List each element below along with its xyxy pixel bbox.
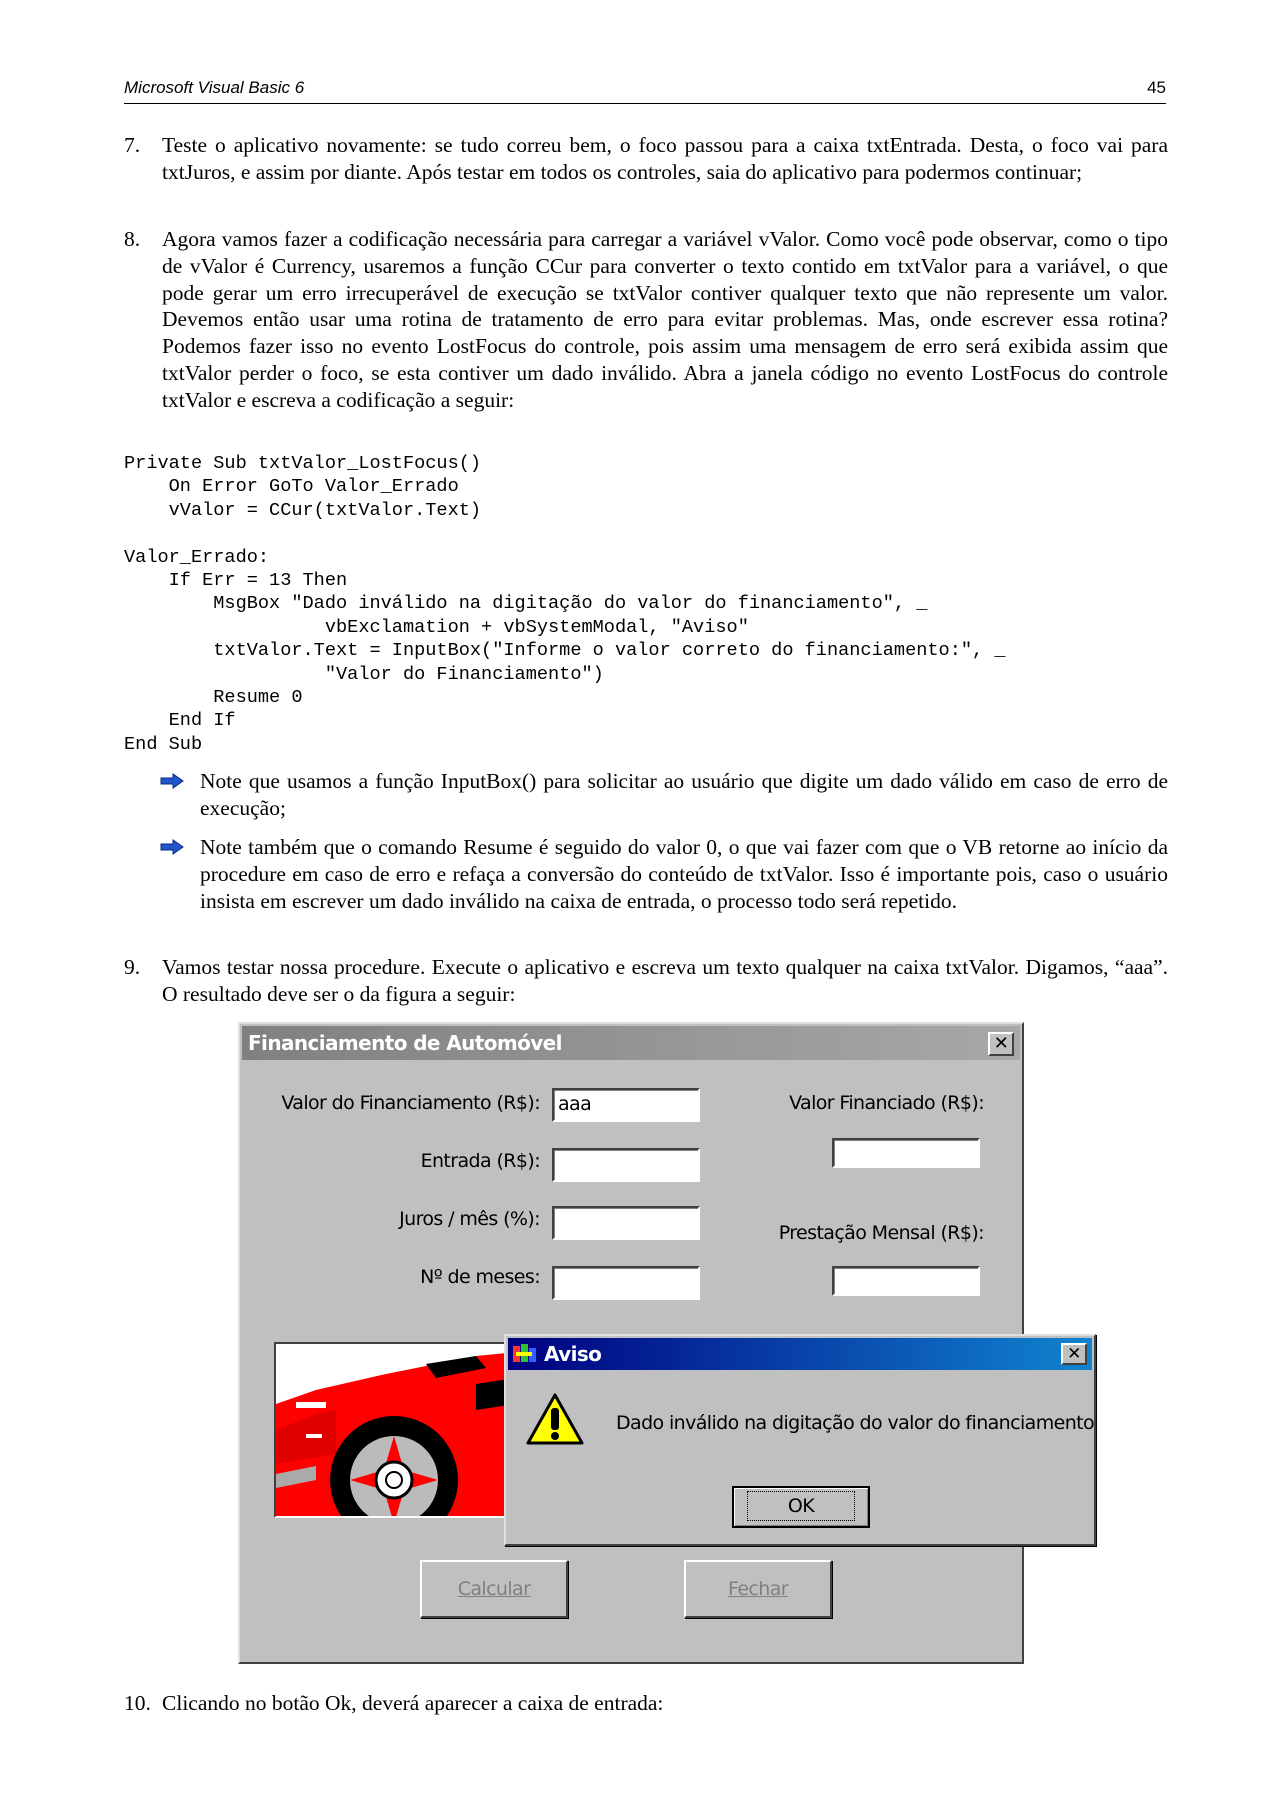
dialog-titlebar — [508, 1338, 1092, 1370]
item-text: Vamos testar nossa procedure. Execute o aplicativo e escreva um texto qualquer na caixa txtValor. Digamos, “aaa”. O resultado deve ser o da figura a seguir: — [162, 955, 1168, 1006]
label-prestacao: Prestação Mensal (R$): — [778, 1222, 984, 1244]
item-text: Agora vamos fazer a codificação necessária para carregar a variável vValor. Como você pode observar, como o tipo de vValor é Currency, usaremos a função CCur para converter o texto contido em txtValor para a variável, o que pode gerar um erro irrecuperável de execução se txtValor contiver qualquer texto que não represente um valor. Devemos então usar uma rotina de tratamento de erro para evitar problemas. Mas, onde escrever essa rotina? Podemos fazer isso no evento LostFocus do controle, pois assim uma mensagem de erro será exibida assim que txtValor perder o foco, se esta contiver um dado inválido. Abra a janela código no evento LostFocus do controle txtValor e escreva a codificação a seguir: — [162, 227, 1168, 412]
list-item-9 — [124, 954, 1168, 1008]
car-image — [276, 1344, 514, 1518]
close-icon: ✕ — [1067, 1344, 1081, 1364]
form-close-button[interactable] — [988, 1032, 1014, 1056]
note-text: Note que usamos a função InputBox() para solicitar ao usuário que digite um dado válido em caso de erro de execução; — [200, 769, 1168, 820]
valor-financiamento-input[interactable]: aaa — [552, 1088, 700, 1122]
ok-button-label: OK — [747, 1491, 855, 1521]
code-listing: Private Sub txtValor_LostFocus() On Error GoTo Valor_Errado vValor = CCur(txtValor.Text) Valor_Errado: If Err = 13 Then MsgBox "Dado inválido na digitação do valor do financiamento", _ vbExclamation + vbSystemModal, "Aviso" txtValor.Text = InputBox("Informe o valor correto do financiamento:", _ "Valor do Financiamento") Resume 0 End If End Sub — [124, 453, 1006, 755]
page-number: 45 — [1147, 78, 1166, 97]
arrow-right-icon — [160, 839, 184, 855]
dialog-title: Aviso — [544, 1342, 602, 1366]
list-item-10 — [124, 1690, 1168, 1717]
form-titlebar — [242, 1026, 1020, 1060]
aviso-dialog — [504, 1334, 1096, 1546]
label-entrada: Entrada (R$): — [420, 1150, 540, 1172]
page-header — [124, 76, 1166, 104]
item-text: Clicando no botão Ok, deverá aparecer a caixa de entrada: — [162, 1691, 664, 1715]
item-number: 10. — [124, 1691, 151, 1715]
prestacao-output — [832, 1266, 980, 1296]
close-icon: ✕ — [993, 1033, 1009, 1054]
item-number: 8. — [124, 227, 141, 251]
fechar-button[interactable]: Fechar — [684, 1560, 832, 1618]
item-number: 9. — [124, 955, 141, 979]
dialog-message: Dado inválido na digitação do valor do financiamento — [616, 1412, 1095, 1434]
car-picture — [274, 1342, 514, 1518]
dialog-close-button[interactable] — [1061, 1343, 1087, 1365]
note-2 — [160, 834, 1168, 914]
valor-financiado-output — [832, 1138, 980, 1168]
meses-input[interactable] — [552, 1266, 700, 1300]
arrow-right-icon — [160, 773, 184, 789]
item-number: 7. — [124, 133, 141, 157]
header-title: Microsoft Visual Basic 6 — [124, 78, 305, 97]
warning-icon — [526, 1392, 584, 1446]
entrada-input[interactable] — [552, 1148, 700, 1182]
item-text: Teste o aplicativo novamente: se tudo correu bem, o foco passou para a caixa txtEntrada. Desta, o foco vai para txtJuros, e assim por diante. Após testar em todos os controles, saia do aplicativo para podermos continuar; — [162, 133, 1168, 184]
list-item-8 — [124, 226, 1168, 414]
label-valor-financiamento: Valor do Financiamento (R$): — [281, 1092, 540, 1114]
calcular-button[interactable]: Calcular — [420, 1560, 568, 1618]
juros-input[interactable] — [552, 1206, 700, 1240]
ok-button[interactable] — [732, 1486, 870, 1528]
form-title: Financiamento de Automóvel — [248, 1031, 562, 1055]
list-item-7 — [124, 132, 1168, 186]
note-1 — [160, 768, 1168, 822]
label-meses: Nº de meses: — [420, 1266, 540, 1288]
label-juros: Juros / mês (%): — [399, 1208, 540, 1230]
label-valor-financiado: Valor Financiado (R$): — [789, 1092, 984, 1114]
note-text: Note também que o comando Resume é seguido do valor 0, o que vai fazer com que o VB retorne ao início da procedure em caso de erro e refaça a conversão do conteúdo de txtValor. Isso é importante pois, caso o usuário insista em escrever um dado inválido na caixa de entrada, o processo todo será repetido. — [200, 835, 1168, 913]
vb-app-icon — [512, 1343, 538, 1365]
